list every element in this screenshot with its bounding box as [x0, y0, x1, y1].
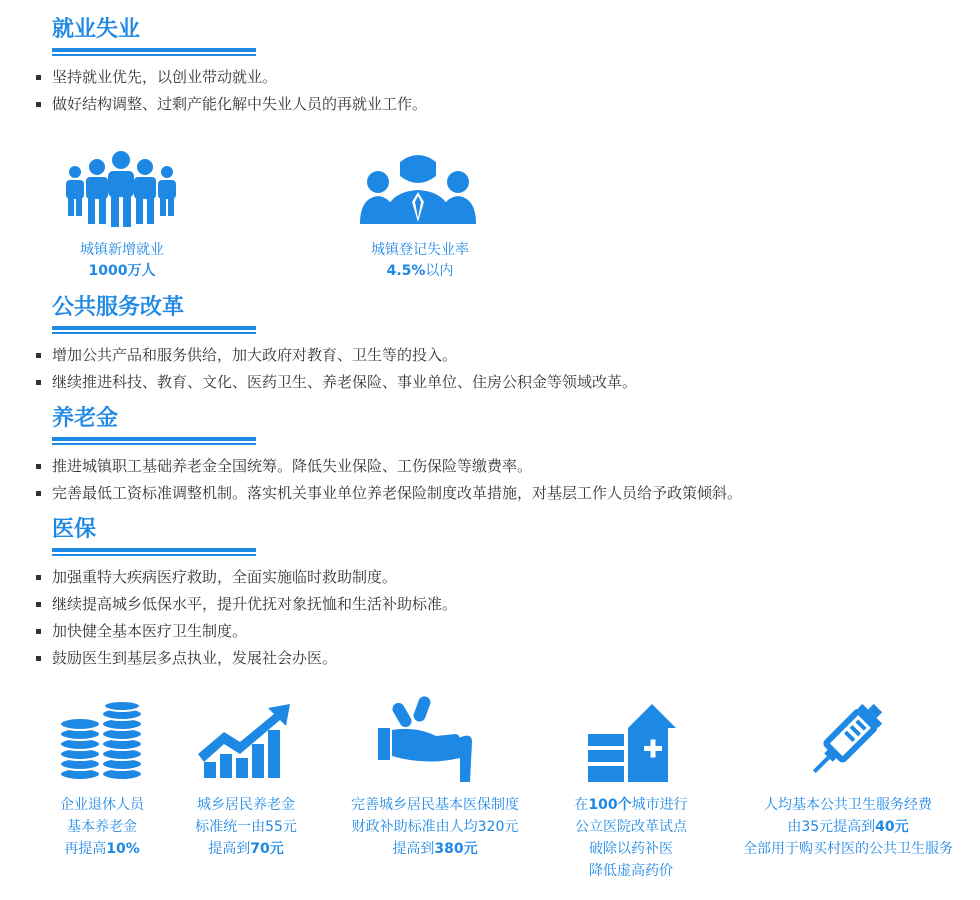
section-title: 公共服务改革	[52, 295, 185, 320]
section-public-service	[52, 294, 952, 396]
title-underline	[52, 48, 256, 56]
caption-value: 70元	[250, 841, 284, 857]
section-title: 养老金	[52, 406, 119, 431]
caption-line: 由35元提高到	[787, 819, 876, 835]
caption-line: 企业退休人员	[60, 797, 144, 813]
section-employment	[52, 16, 952, 118]
stat-label: 城镇新增就业	[80, 242, 164, 258]
crowd-icon	[64, 150, 178, 228]
bullet-list	[32, 64, 952, 118]
caption-medical-subsidy	[330, 794, 540, 860]
stat-value: 4.5%	[386, 263, 426, 279]
list-item: 坚持就业优先，以创业带动就业。	[32, 64, 952, 91]
caption-value: 10%	[106, 841, 140, 857]
caption-value: 380元	[434, 841, 478, 857]
caption-value: 40元	[875, 819, 909, 835]
caption-line: 在	[574, 797, 589, 813]
caption-line: 再提高	[64, 841, 107, 857]
stat-unemployment-rate	[348, 240, 492, 282]
caption-line: 破除以药补医	[589, 841, 673, 857]
caption-line: 城乡居民养老金	[197, 797, 295, 813]
caption-line: 全部用于购买村医的公共卫生服务	[743, 841, 953, 857]
section-medical-insurance	[52, 516, 952, 672]
list-item: 完善最低工资标准调整机制。落实机关事业单位养老保险制度改革措施，对基层工作人员给予政策倾斜。	[32, 480, 952, 507]
caption-line: 公立医院改革试点	[575, 819, 687, 835]
coin-stacks-icon	[58, 700, 144, 782]
caption-line: 基本养老金	[67, 819, 137, 835]
rising-chart-icon	[198, 704, 290, 778]
list-item: 加快健全基本医疗卫生制度。	[32, 618, 952, 645]
caption-resident-pension	[176, 794, 316, 860]
list-item: 继续推进科技、教育、文化、医药卫生、养老保险、事业单位、住房公积金等领域改革。	[32, 369, 952, 396]
caption-line: 财政补助标准由人均320元	[351, 819, 519, 835]
caption-line: 人均基本公共卫生服务经费	[764, 797, 932, 813]
caption-line: 提高到	[392, 841, 435, 857]
caption-hospital-reform	[556, 794, 706, 882]
list-item: 做好结构调整、过剩产能化解中失业人员的再就业工作。	[32, 91, 952, 118]
stat-value: 1000万人	[88, 263, 156, 279]
title-underline	[52, 548, 256, 556]
section-title: 就业失业	[52, 17, 141, 42]
business-people-icon	[360, 152, 476, 224]
list-item: 鼓励医生到基层多点执业，发展社会办医。	[32, 645, 952, 672]
caption-pension-increase	[40, 794, 164, 860]
section-pension	[52, 405, 952, 507]
caption-public-health-fund	[722, 794, 974, 860]
list-item: 推进城镇职工基础养老金全国统筹。降低失业保险、工伤保险等缴费率。	[32, 453, 952, 480]
bullet-list	[32, 342, 952, 396]
stat-label: 城镇登记失业率	[371, 242, 469, 258]
caption-line: 城市进行	[631, 797, 688, 813]
stat-value-suffix: 以内	[425, 263, 454, 279]
caption-line: 降低虚高药价	[589, 863, 673, 879]
list-item: 继续提高城乡低保水平，提升优抚对象抚恤和生活补助标准。	[32, 591, 952, 618]
list-item: 加强重特大疾病医疗救助，全面实施临时救助制度。	[32, 564, 952, 591]
caption-line: 标准统一由55元	[195, 819, 297, 835]
bullet-list	[32, 453, 952, 507]
title-underline	[52, 326, 256, 334]
list-item: 增加公共产品和服务供给，加大政府对教育、卫生等的投入。	[32, 342, 952, 369]
stat-new-jobs	[52, 240, 192, 282]
caption-line: 提高到	[208, 841, 251, 857]
caption-line: 完善城乡居民基本医保制度	[351, 797, 519, 813]
hospital-icon	[586, 704, 678, 782]
hand-pills-icon	[376, 696, 480, 782]
title-underline	[52, 437, 256, 445]
caption-value: 100个	[588, 797, 632, 813]
bullet-list	[32, 564, 952, 672]
syringe-icon	[802, 700, 886, 784]
section-title: 医保	[52, 517, 97, 542]
